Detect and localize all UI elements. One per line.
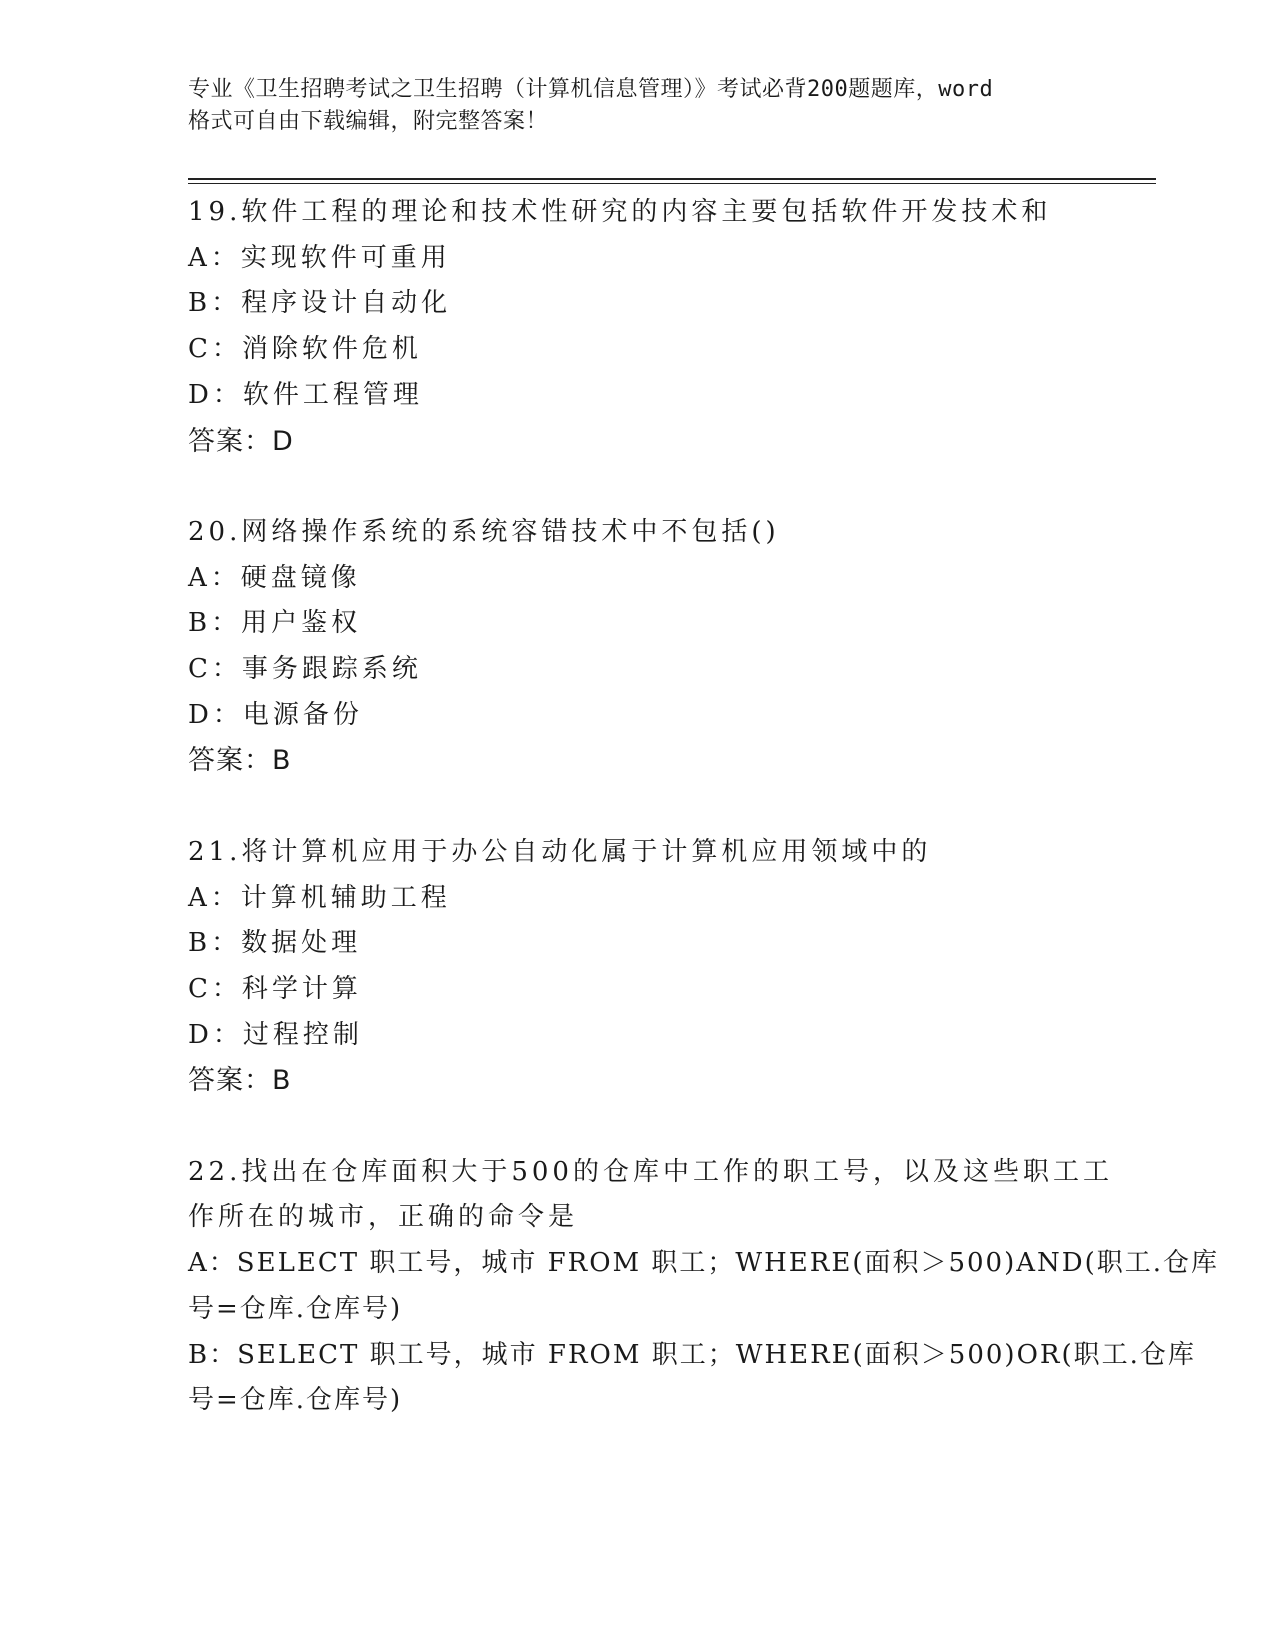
question-spacer <box>188 1104 1088 1150</box>
option-d: D：过程控制 <box>188 1019 363 1050</box>
option-b: B：程序设计自动化 <box>188 288 452 319</box>
option-b: B：数据处理 <box>188 928 362 959</box>
answer-line: 答案：B <box>188 745 292 777</box>
option-c: C：消除软件危机 <box>188 334 422 365</box>
option-b: B：用户鉴权 <box>188 608 362 639</box>
question-spacer <box>188 784 1088 830</box>
document-header <box>188 74 1088 138</box>
header-divider-thick <box>188 178 1156 180</box>
option-c: C：科学计算 <box>188 973 362 1004</box>
option-a-line-2: 号=仓库.仓库号) <box>188 1293 403 1324</box>
answer-line: 答案：D <box>188 425 294 457</box>
option-a-line-1: A：SELECT 职工号，城市 FROM 职工；WHERE(面积＞500)AND(职工.仓库 <box>188 1248 1220 1279</box>
option-b-line-2: 号=仓库.仓库号) <box>188 1385 403 1416</box>
option-a: A：实现软件可重用 <box>188 242 451 273</box>
option-a: A：硬盘镜像 <box>188 562 361 593</box>
header-divider-thin <box>188 183 1156 184</box>
question-spacer <box>188 464 1088 510</box>
option-d: D：电源备份 <box>188 699 363 730</box>
question-22 <box>188 1150 1220 1424</box>
option-b-line-1: B：SELECT 职工号，城市 FROM 职工；WHERE(面积＞500)OR(职工.仓库 <box>188 1339 1196 1370</box>
option-d: D：软件工程管理 <box>188 379 423 410</box>
question-stem: 20.网络操作系统的系统容错技术中不包括() <box>188 516 780 547</box>
option-a: A：计算机辅助工程 <box>188 882 451 913</box>
question-stem-line-2: 作所在的城市，正确的命令是 <box>188 1202 579 1233</box>
answer-line: 答案：B <box>188 1065 292 1097</box>
question-stem: 19.软件工程的理论和技术性研究的内容主要包括软件开发技术和 <box>188 197 1052 227</box>
question-19 <box>188 190 1088 510</box>
question-21 <box>188 830 1088 1150</box>
header-line-1: 专业《卫生招聘考试之卫生招聘（计算机信息管理）》考试必背200题题库，word <box>188 77 994 102</box>
option-c: C：事务跟踪系统 <box>188 654 422 685</box>
header-line-2: 格式可自由下载编辑，附完整答案！ <box>188 109 549 134</box>
question-list <box>188 190 1220 1424</box>
question-stem: 21.将计算机应用于办公自动化属于计算机应用领域中的 <box>188 836 932 867</box>
question-stem-line-1: 22.找出在仓库面积大于500的仓库中工作的职工号，以及这些职工工 <box>188 1156 1113 1187</box>
question-20 <box>188 510 1088 830</box>
